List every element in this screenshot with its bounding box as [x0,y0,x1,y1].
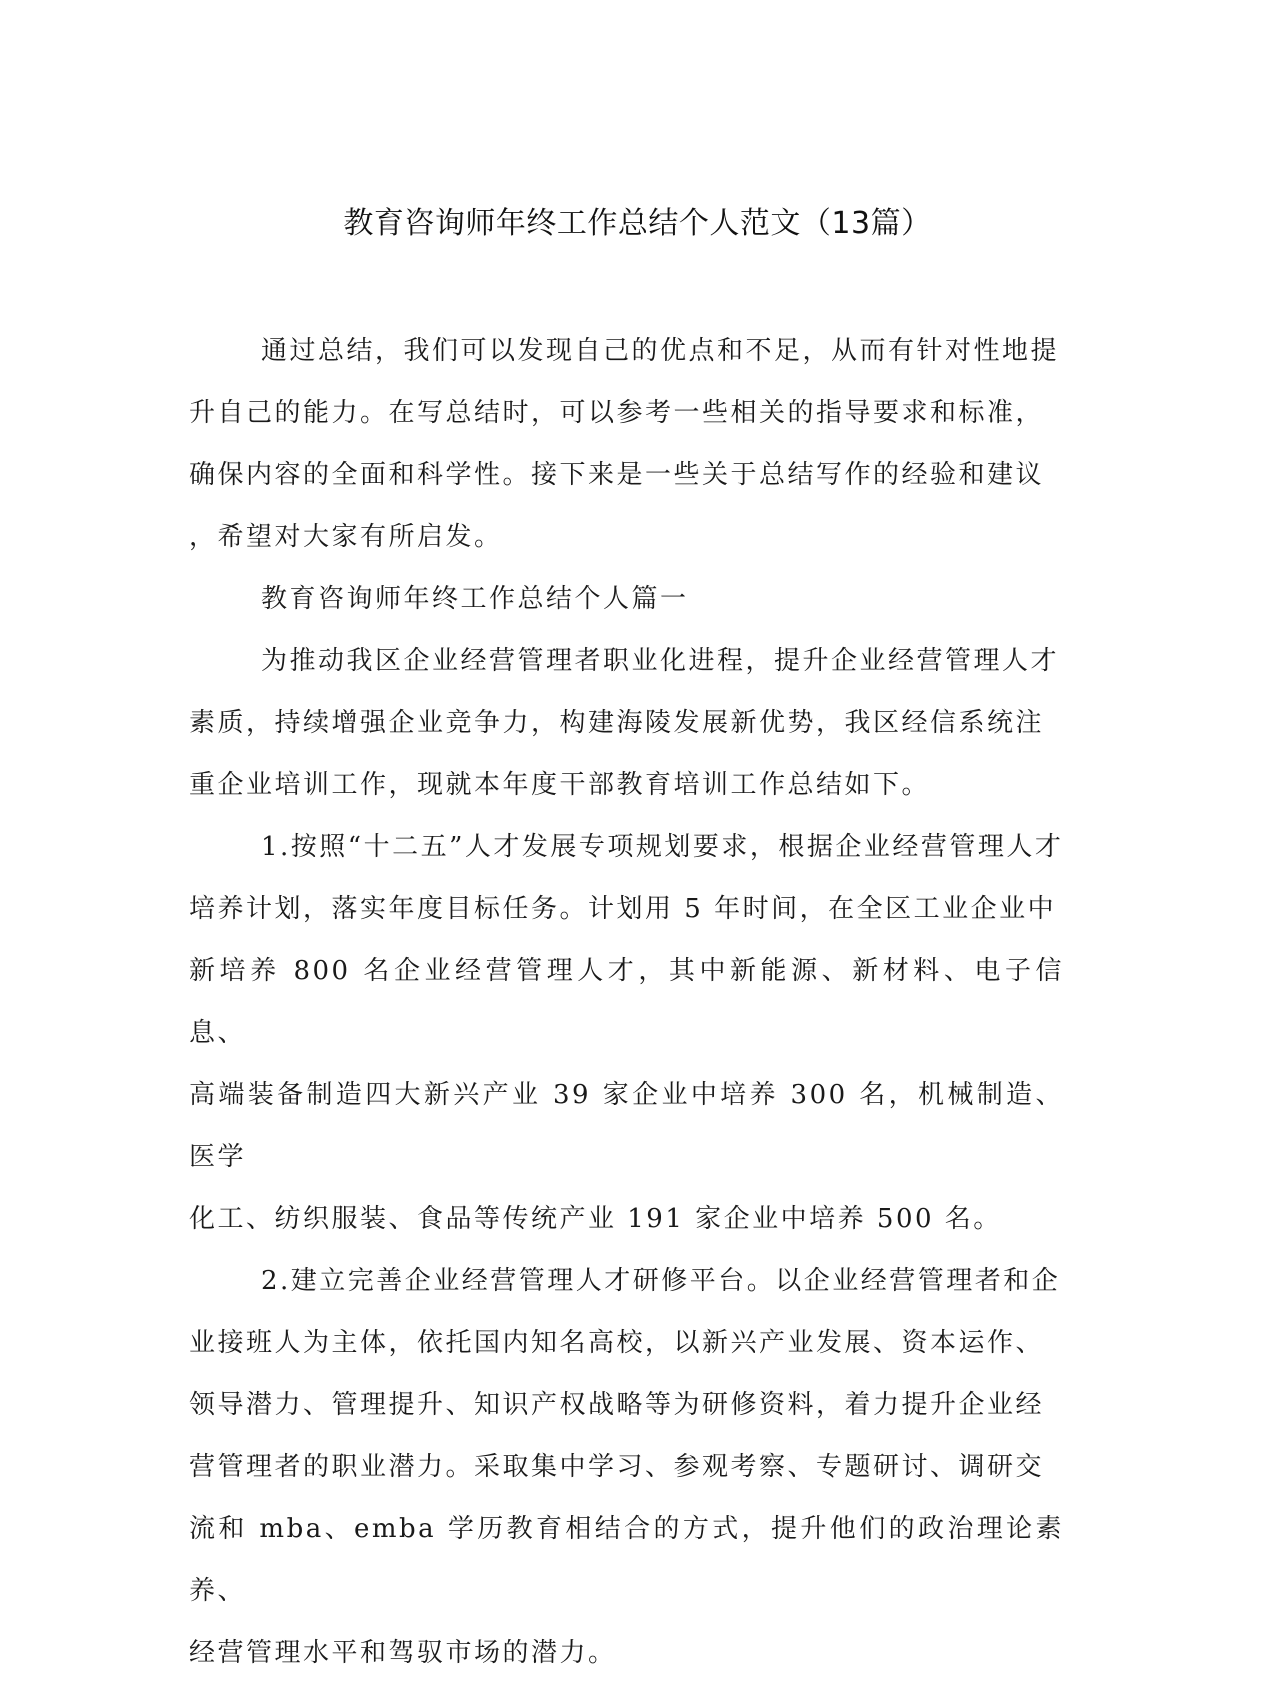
text-line: 通过总结，我们可以发现自己的优点和不足，从而有针对性地提 [261,336,1060,366]
text-line: 业接班人为主体，依托国内知名高校，以新兴产业发展、资本运作、 [189,1328,1045,1358]
document-title: 教育咨询师年终工作总结个人范文（13篇） [343,206,932,241]
text-line: 培养计划，落实年度目标任务。计划用 5 年时间，在全区工业企业中 [189,894,1057,924]
text-line: 高端装备制造四大新兴产业 39 家企业中培养 300 名，机械制造、医学 [189,1080,1064,1172]
text-line: 流和 mba、emba 学历教育相结合的方式，提升他们的政治理论素养、 [189,1514,1064,1606]
section-heading [189,568,1064,630]
paragraph-item-2 [189,1250,1064,1684]
text-line: 确保内容的全面和科学性。接下来是一些关于总结写作的经验和建议 [189,460,1045,490]
text-line: 素质，持续增强企业竞争力，构建海陵发展新优势，我区经信系统注 [189,708,1045,738]
paragraph-overview [189,630,1064,816]
text-line: 重企业培训工作，现就本年度干部教育培训工作总结如下。 [189,770,931,800]
document-body [189,320,1064,1684]
paragraph-intro [189,320,1064,568]
text-line: 1.按照“十二五”人才发展专项规划要求，根据企业经营管理人才 [261,832,1064,862]
text-line: ，希望对大家有所启发。 [189,522,503,552]
text-line: 营管理者的职业潜力。采取集中学习、参观考察、专题研讨、调研交 [189,1452,1045,1482]
paragraph-item-1 [189,816,1064,1250]
text-line: 经营管理水平和驾驭市场的潜力。 [189,1638,617,1668]
text-line: 教育咨询师年终工作总结个人篇一 [261,584,689,614]
text-line: 2.建立完善企业经营管理人才研修平台。以企业经营管理者和企 [261,1266,1061,1296]
text-line: 为推动我区企业经营管理者职业化进程，提升企业经营管理人才 [261,646,1060,676]
text-line: 领导潜力、管理提升、知识产权战略等为研修资料，着力提升企业经 [189,1390,1045,1420]
text-line: 化工、纺织服装、食品等传统产业 191 家企业中培养 500 名。 [189,1204,1002,1234]
text-line: 新培养 800 名企业经营管理人才，其中新能源、新材料、电子信息、 [189,956,1064,1048]
text-line: 升自己的能力。在写总结时，可以参考一些相关的指导要求和标准， [189,398,1045,428]
